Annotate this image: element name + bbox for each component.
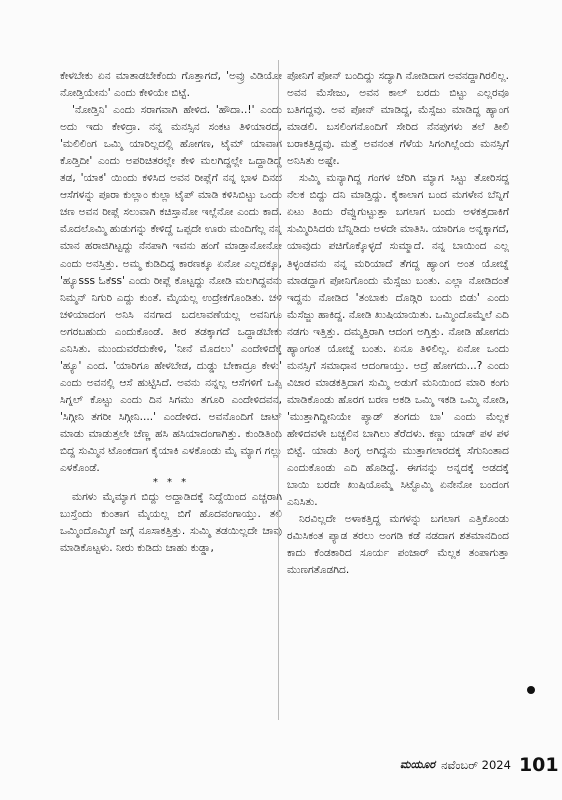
column-divider <box>278 60 279 720</box>
paragraph: ಸುಮ್ಮಿ ಮನ್ಯಾಗಿದ್ದ ಗಂಗಳ ಚೆರಿಗಿ ಮ್ಯಾಗ ಸಿಟ್ಟು ತೋರಿಸದ್ದ ನೆಲಕ ಬಿದ್ದು ದನಿ ಮಾಡ್ತಿದ್ದು. ಕೈಕಾಲಾಗ ಬಂದ ಮಗಳೇನ ಬೆನ್ನಿಗೆ ಏಟು ತಿಂದು ರೆವ್ವುಗುಟ್ಟುತ್ತಾ ಬಗಲಾಗ ಬಂದು ಅಳಕತ್ತದಾಕಿಗೆ ಸುಮ್ಮಿರಿಸಿದರು ಬೆನ್ನಿಡಿದು ಅಳದೇ ಮಾತಿಸಿ. ಯಾರಿಗೂ ಅನ್ನಕ್ಕಾಗದೆ, ಯಾವುದು ಪಚಿಗೊಕ್ಕೊಳ್ಳದೆ ಸುಮ್ಮಾದೆ. ನನ್ನ ಬಾಯಿಂದ ಎಲ್ಲ ತಿಳ್ಳಂಡವನು ನನ್ನ ಮರಿಯಾದೆ ತೆಗದ್ದ ಹ್ಯಾಂಗ ಅಂತ ಯೋಚ್ನೆ ಮಾಡದ್ದಾಗ ಪೋನಿಗೊಂದು ಮೆಸ್ಸೆಜು ಬಂತು. ಎಲ್ಲಾ ನೋಡಿದಂತೆ ಇದ್ದನು ನೋಡಿದ 'ತಂಬಾಕು ದೊಡ್ಗಿರಿ ಬಂದು ಬಿಡು' ಎಂದು ಮೆಸೆಜ್ಜು ಹಾಕಿದ್ದ. ನೋಡಿ ಖುಷಿಯಾಯಿತು. ಒಮ್ಮಿಂದೊಮ್ಮೆಲೆ ಎದಿ ನಡಗು ಇತ್ತಿತ್ತು. ದಮ್ಮತ್ತಿರಾಗಿ ಆದಂಗ ಅಗ್ತಿತ್ತು. ನೋಡಿ ಹೋಗದು ಹ್ಯಾಂಗಂತ ಯೋಚ್ನೆ ಬಂತು. ಏನೂ ತಿಳಿಲಿಲ್ಲ. ಏನೋ ಒಂದು ಮನಸ್ಸಿಗೆ ಸಮಾಧಾನ ಆದಂಗಾಯ್ತು. ಅದ್ರೆ ಹೋಗದು...? ಎಂದು ವಿಚಾರ ಮಾಡಕತ್ತಿದಾಗ ಸುಮ್ಮಿ ಅಡುಗೆ ಮನಿಯಿಂದ ಮಾರಿ ಕಂಗು ಮಾಡಿಕೊಂಡು ಹೊರಗ ಬರಣ ಅಕಡಿ ಒಮ್ಮಿ ಇಕಡಿ ಒಮ್ಮಿ ನೋಡಿ, 'ಮುತ್ತಾಗಿದ್ದೀನಿಯೇ ಪ್ಯಾಡ್ ತಂಗದು ಬಾ' ಎಂದು ಮೆಲ್ಲಕ ಹೇಳಿದವಳೇ ಬಚ್ಚಲಿನ ಬಾಗಿಲು ತೆರೆದಳು. ಕಣ್ಣು ಯಾಡ್ ಪಳ ಪಳ ಬಿಟ್ಟೆ. ಯಾಡು ತಿಂಗ್ಳ ಅಗಿದ್ದನು ಮುತ್ತಾಗಲಾರದಕ್ಕ ಸೆಗುನಿಂತಾದ ಎಂದುಕೊಂಡು ಎದಿ ಹೊಡಿದ್ದೆ. ಈಗನನ್ನು ಅನ್ನದಕ್ಕೆ ಅಡದಕ್ಕೆ ಬಾಯಿ ಬರದೇ ಖುಷಿಯೊಮ್ಮೆ ಸಿಟ್ಟೊಮ್ಮಿ ಏನೇನೋ ಬಂದಂಗ ಎನಿಸಿತು. <box>287 172 509 509</box>
paragraph: ಪೋನಿಗೆ ಪೋನ್ ಬಂದಿದ್ದು ಸದ್ಯಾಗಿ ನೋಡಿದಾಗ ಅವನದ್ದಾಗಿರಲಿಲ್ಲ. ಅವನ ಮೆಸೇಜು, ಅವನ ಕಾಲ್ ಬರದು ಬಿಟ್ಟು ಎಲ್ಲರವೂ ಬತಿಗದ್ದವು. ಅವ ಪೋನ್ ಮಾಡಿದ್ದ, ಮೆಸ್ಸೆಜು ಮಾಡಿದ್ದ ಹ್ಯಾಂಗ ಮಾಡಲಿ. ಬಸಲಿಂಗನೊಂದಿಗೆ ಸೇರಿದ ನೆನಪುಗಳು ತಲೆ ತೀಲಿ ಬರಾಕತ್ತಿದ್ದವು. ಮತ್ತೆ ಅವನಂತ ಗೆಳೆಯ ಸಿಗಂಗಿಲ್ಲೆಂದು ಮನಸ್ಸಿಗೆ ಅನಿಸಿತು ಅಷ್ಟೇ. <box>287 70 509 168</box>
end-mark-icon <box>527 686 535 694</box>
paragraph: ನಿರವಿಲ್ಲದೇ ಅಳಾಕತ್ತಿದ್ದ ಮಗಳನ್ನು ಬಗಲಾಗ ಎತ್ತಿಕೊಂಡು ರಮಿಸಿಕಂತ ಪ್ಯಾಡ ತರಲು ಅಂಗಡಿ ಕಡೆ ನಡದಾಗ ಶತಮಾನದಿಂದ ಕಾದು ಕೆಂಡಕಾರಿದ ಸೂರ್ಯ ಪಂಜಾರ್ ಮೆಲ್ಲಕ ತಂಪಾಗುತ್ತಾ ಮುಣಗತೊಡಗಿದ. <box>287 513 509 577</box>
paragraph: ಮಗಳು ಮೈಮ್ಯಾಗ ಬಿದ್ದು ಅದ್ದಾಡಿದಕ್ಕೆ ನಿದ್ದೆಯಿಂದ ಎಚ್ಚರಾಗಿ ಬುಸ್ತೆಂದು ಕುಂತಾಗ ಮೈಯಲ್ಲ ಬಿಗೆ ಹೊದವಂಗಾಯ್ತು. ತಲಿ ಒಮ್ಮಿಂದೊಮ್ಮಿಗೆ ಜಗ್ಗೆ ನೂಸಾಕತ್ತಿತ್ತು. ಸುಮ್ಮಿ ತಡಯಿಲ್ಲದೇ ಚಾವು ಮಾಡಿಕೊಟ್ಟಳು. ನೀರು ಕುಡಿದು ಚಾಹು ಕುಡ್ಡಾ, <box>60 491 282 555</box>
left-column <box>60 68 282 557</box>
section-separator: * * * <box>152 477 190 489</box>
issue-date: ನವೆಂಬರ್ 2024 <box>441 757 511 772</box>
magazine-name: ಮಯೂರ <box>400 758 436 771</box>
paragraph: ಕೇಳಬೇಕು ಏನ ಮಾತಾಡಬೇಕೆಂದು ಗೊತ್ತಾಗದೆ, 'ಅವ್ರು ವಿಡಿಯೋ ನೋಡ್ತಿಯೇನು' ಎಂದು ಕೇಳಿಯೇ ಬಿಟ್ಟೆ. <box>60 70 282 100</box>
right-column <box>287 68 509 579</box>
page-footer <box>400 753 559 777</box>
paragraph: 'ನೋಡ್ತಿನಿ' ಎಂದು ಸರಾಗವಾಗಿ ಹೇಳಿದ. 'ಹೌದಾ..!' ಎಂದು ಅದು ಇದು ಕೇಳಿದ್ರಾ. ನನ್ನ ಮನಸ್ಸಿನ ಸಂಕಟ ತಿಳಿಯಾರದೆ, 'ಮಲಿಲಿಂಗ ಒಮ್ಮಿ ಯಾರಿಲ್ಲದಲ್ಲಿ ಹೋಗಣ, ಟೈಮ್ ಯಾವಾಗ ಕೊಡ್ತಿದೀ' ಎಂದು ಅಪರಿಚಿತರಲ್ಲೇ ಕೇಳಿ ಮಲಗಿದ್ದಲ್ಲೇ ಒದ್ದಾಡಿದ್ದೆ ತಡ, 'ಯಾಕ' ಯಿಂದು ಕಳಿಸಿದ ಅವನ ರೀಪ್ಲೆಗೆ ನನ್ನ ಭಾಳ ದಿನದ ಆಸೆಗಳನ್ನು ಪೂರಾ ಕುಲ್ಲಾಂ ಕುಲ್ಲಾ ಟೈಪ್ ಮಾಡಿ ಕಳಿಸಿಬಿಟ್ಟು ಒಂದು ಚಣ ಅವನ ರೀಪ್ಲೆ ಸಲುವಾಗಿ ಕಚಿಸ್ತಾನೋ ಇಲ್ಲೆನೋ ಎಂದು ಕಾದೆ. ಮೊದಲೊಮ್ಮಿ ಹುಡುಗನ್ನು ಕೇಳಿದ್ದೆ ಒಪ್ಪದೇ ಊರು ಮಂದಿಗೆಲ್ಲ ನನ್ನ ಮಾನ ಹರಾಜಿಗಿಟ್ಟದ್ದು ನೆನಪಾಗಿ ಇವನು ಹಂಗೆ ಮಾಡ್ತಾನೋನೋ ಎಂದು ಅನಸ್ತಿತ್ತು. ಅಮ್ಮ ಕುಡಿದಿದ್ದ ಕಾರಣಕ್ಕೂ ಏನೋ ಎಲ್ಲದಕ್ಕೂ, 'ಹ್ಯೂsss ಓಕೆss' ಎಂದು ರೀಪ್ಲೆ ಕೊಟ್ಟದ್ದು ನೋಡಿ ಮಲಗಿದ್ದವನು ನಿಮ್ಮನ್ ನಿಗುರಿ ಎದ್ದು ಕುಂತೆ. ಮೈಯಲ್ಲ ಉದ್ರೇಕಗೊಂಡಿತು. ಚಳಿ ಚಳಿಯಾದಂಗ ಅನಿಸಿ ನನಗಾದ ಬದಲಾವಣೆಯಲ್ಲ ಅವನಿಗೂ ಅಗರಬಹುದು ಎಂದುಕೊಂಡೆ. ತೀರ ತಡಕ್ಕಾಗದೆ ಒದ್ದಾಡಬೇಕು ಎನಿಸಿತು. ಮುಂದುವರೆದುಕೇಳಿ, 'ನೀನೆ ಮೊದಲು' ಎಂದೇಳಿದೆಕ್ಕೆ 'ಹ್ಯೂ' ಎಂದ. 'ಯಾರಿಗೂ ಹೇಳಬೇಡ, ದುಡ್ಡು ಬೇಕಾದ್ರೂ ಕೇಳು' ಎಂದು ಅವನಲ್ಲಿ ಆಸೆ ಹುಟ್ಟಿಸಿದೆ. ಅವನು ನನ್ನಲ್ಲ ಆಸೆಗಳಿಗೆ ಒಪ್ಪಿ ಸಿಗ್ನಲ್ ಕೊಟ್ಟು ಎಂದು ದಿನ ಸಿಗಮು ತಗೂರಿ ಎಂದೇಳಿದವನ, 'ಸಿಗ್ಗೀನಿ ತಗರೀ ಸಿಗ್ಗೀನಿ....' ಎಂದೇಳಿದ. ಅವನೊಂದಿಗೆ ಚಾಟ್ ಮಾಡು ಮಾಡುತ್ತಲೇ ಚೆಣ್ಣ ಹಸಿ ಹಸಿಯಾದಂಗಾಗಿತ್ತು. ಕುಂಡಿತಿಂದಿ ಬಿದ್ದ ಸುಮ್ಮಿನ ಟೊಂಕದಾಗ ಕೈಯಾಕಿ ಎಳಕೊಂಡು ಮೈ ಮ್ಯಾಗ ಗಲ್ಲು ಎಳಕೊಂಡೆ. <box>60 104 282 475</box>
page-number: 101 <box>518 754 559 776</box>
